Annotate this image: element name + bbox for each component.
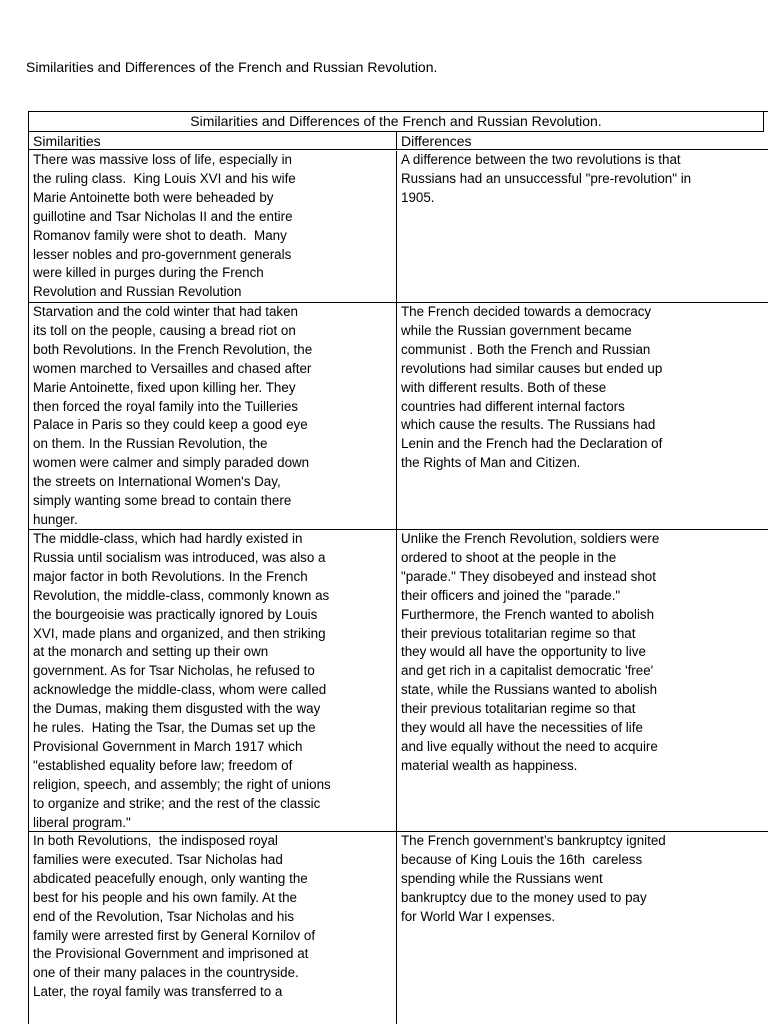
difference-cell-2: The French decided towards a democracy while the Russian government became communist . Both the French and Russian revolutions had similar causes but ended up with different results. Both of these countries had different internal factors which cause the results. The Russians had Lenin and the French had the Declaration of the Rights of Man and Citizen. [397, 303, 768, 530]
difference-cell-1: A difference between the two revolutions is that Russians had an unsuccessful "pre-revolution" in 1905. [397, 151, 768, 303]
comparison-table [28, 111, 768, 1024]
similarity-cell-1: There was massive loss of life, especially in the ruling class. King Louis XVI and his wife Marie Antoinette both were beheaded by guillotine and Tsar Nicholas II and the entire Romanov family were shot to death. Many lesser nobles and pro-government generals were killed in purges during the French Revolution and Russian Revolution [29, 151, 397, 303]
difference-cell-4: The French government’s bankruptcy ignited because of King Louis the 16th careless spending while the Russians went bankruptcy due to the money used to pay for World War I expenses. [401, 833, 666, 924]
document-title: Similarities and Differences of the French and Russian Revolution. [26, 59, 438, 75]
difference-cell-3: Unlike the French Revolution, soldiers were ordered to shoot at the people in the "parade." They disobeyed and instead shot their officers and joined the "parade." Furthermore, the French wanted to abolish their previous totalitarian regime so that they would all have the opportunity to live and get rich in a capitalist democratic 'free' state, while the Russians wanted to abolish their previous totalitarian regime so that they would all have the necessities of life and live equally without the need to acquire material wealth as happiness. [397, 530, 768, 832]
similarity-cell-4: In both Revolutions, the indisposed royal families were executed. Tsar Nicholas had abdicated peacefully enough, only wanting the best for his people and his own family. At the end of the Revolution, Tsar Nicholas and his family were arrested first by General Kornilov of the Provisional Government and imprisoned at one of their many palaces in the countryside. Later, the royal family was transferred to a [29, 832, 397, 1024]
header-differences: Differences [397, 132, 768, 150]
header-similarities: Similarities [29, 132, 397, 150]
similarity-cell-3: The middle-class, which had hardly existed in Russia until socialism was introduced, was also a major factor in both Revolutions. In the French Revolution, the middle-class, commonly known as the bourgeoisie was practically ignored by Louis XVI, made plans and organized, and then striking at the monarch and setting up their own government. As for Tsar Nicholas, he refused to acknowledge the middle-class, whom were called the Dumas, making them disgusted with the way he rules. Hating the Tsar, the Dumas set up the Provisional Government in March 1917 which "established equality before law; freedom of religion, speech, and assembly; the right of unions to organize and strike; and the rest of the classic liberal program." [29, 530, 397, 832]
similarity-cell-2: Starvation and the cold winter that had taken its toll on the people, causing a bread riot on both Revolutions. In the French Revolution, the women marched to Versailles and chased after Marie Antoinette, fixed upon killing her. They then forced the royal family into the Tuilleries Palace in Paris so they could keep a good eye on them. In the Russian Revolution, the women were calmer and simply paraded down the streets on International Women's Day, simply wanting some bread to contain there hunger. [29, 303, 397, 530]
table-caption: Similarities and Differences of the French and Russian Revolution. [29, 112, 764, 132]
